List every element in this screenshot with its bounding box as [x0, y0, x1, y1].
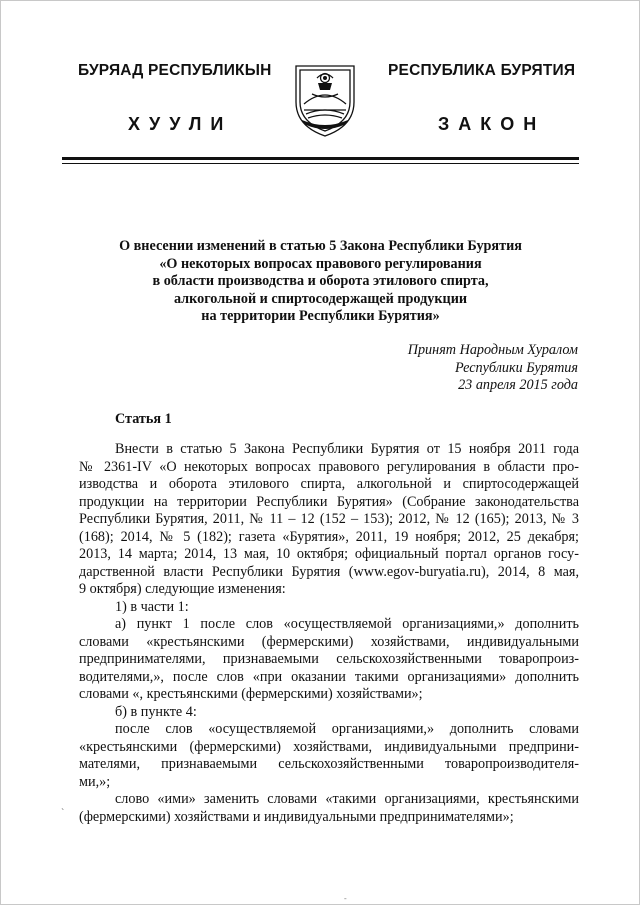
stray-mark-left: `: [61, 808, 65, 819]
body-line: дарственной власти Республики Бурятия (www.egov-buryatia.ru), 2014, 8 мая,: [79, 563, 579, 580]
header-rule-thin: [62, 163, 579, 164]
body-line: Республики Бурятия, 2011, № 11 – 12 (152 – 153); 2012, № 12 (165); 2013, № 3: [79, 511, 579, 527]
item-b-label: б) в пункте 4:: [115, 703, 197, 720]
item-a-line: словами «крестьянскими (фермерскими) хозяйствами, индивидуальными: [79, 633, 579, 650]
title-line: О внесении изменений в статью 5 Закона Республики Бурятия: [119, 238, 522, 254]
item-b2-line: (фермерскими) хозяйствами и индивидуальными предпринимателями»;: [79, 808, 514, 825]
title-line: «О некоторых вопросах правового регулирования: [159, 255, 482, 272]
coat-of-arms-icon: [290, 56, 360, 140]
body-line: продукции на территории Республики Бурятия» (Собрание законодательства: [79, 493, 579, 510]
adoption-date: 23 апреля 2015 года: [458, 377, 578, 393]
item-b1-line: ми,»;: [79, 773, 111, 790]
header-left-title: БУРЯАД РЕСПУБЛИКЫН: [78, 62, 272, 79]
body-line: 9 октября) следующие изменения:: [79, 581, 286, 597]
law-title: [62, 238, 579, 326]
adoption-line: Принят Народным Хуралом: [407, 342, 578, 358]
title-line: в области производства и оборота этилового спирта,: [152, 273, 489, 289]
item-b2-line: слово «ими» заменить словами «такими организациями, крестьянскими: [115, 791, 579, 807]
body-line: (168); 2014, № 5 (182); газета «Бурятия», 2011, 19 ноября; 2012, 25 декабря;: [79, 528, 579, 545]
stray-mark-bottom: -: [344, 894, 347, 903]
header-right-title: РЕСПУБЛИКА БУРЯТИЯ: [388, 62, 576, 79]
part-1-label: 1) в части 1:: [115, 598, 189, 615]
item-a-line: словами «, крестьянскими (фермерскими) хозяйствами»;: [79, 686, 423, 702]
header-right-word: ЗАКОН: [438, 114, 546, 134]
title-line: на территории Республики Бурятия»: [201, 308, 440, 324]
item-b1-line: «крестьянскими (фермерскими) хозяйствами, индивидуальными предприни-: [79, 738, 579, 755]
header-left-word: ХУУЛИ: [128, 114, 233, 134]
header-rule-thick: [62, 157, 579, 160]
body-line: изводства и оборота этилового спирта, алкогольной и спиртосодержащей: [79, 476, 579, 492]
item-a-line: предпринимателями, признаваемыми сельскохозяйственными товаропроиз-: [79, 651, 579, 667]
adoption-line: Республики Бурятия: [454, 359, 578, 376]
body-line: Внести в статью 5 Закона Республики Бурятия от 15 ноября 2011 года: [115, 441, 579, 457]
title-line: алкогольной и спиртосодержащей продукции: [173, 290, 468, 307]
item-a-line: а) пункт 1 после слов «осуществляемой организациями,» дополнить: [115, 616, 579, 632]
body-line: № 2361-IV «О некоторых вопросах правового регулирования в области про-: [79, 458, 579, 475]
body-line: 2013, 14 марта; 2014, 13 мая, 10 октября; официальный портал органов госу-: [79, 546, 579, 562]
adoption-note: [408, 342, 578, 395]
item-b1-line: мателями, признаваемыми сельскохозяйственными товаропроизводителя-: [79, 756, 579, 772]
article-body: [79, 441, 579, 826]
item-a-line: водителями,», после слов «при оказании такими организациями» дополнить: [79, 668, 579, 685]
article-heading: Статья 1: [115, 411, 172, 427]
item-b1-line: после слов «осуществляемой организациями,» дополнить словами: [115, 721, 579, 737]
